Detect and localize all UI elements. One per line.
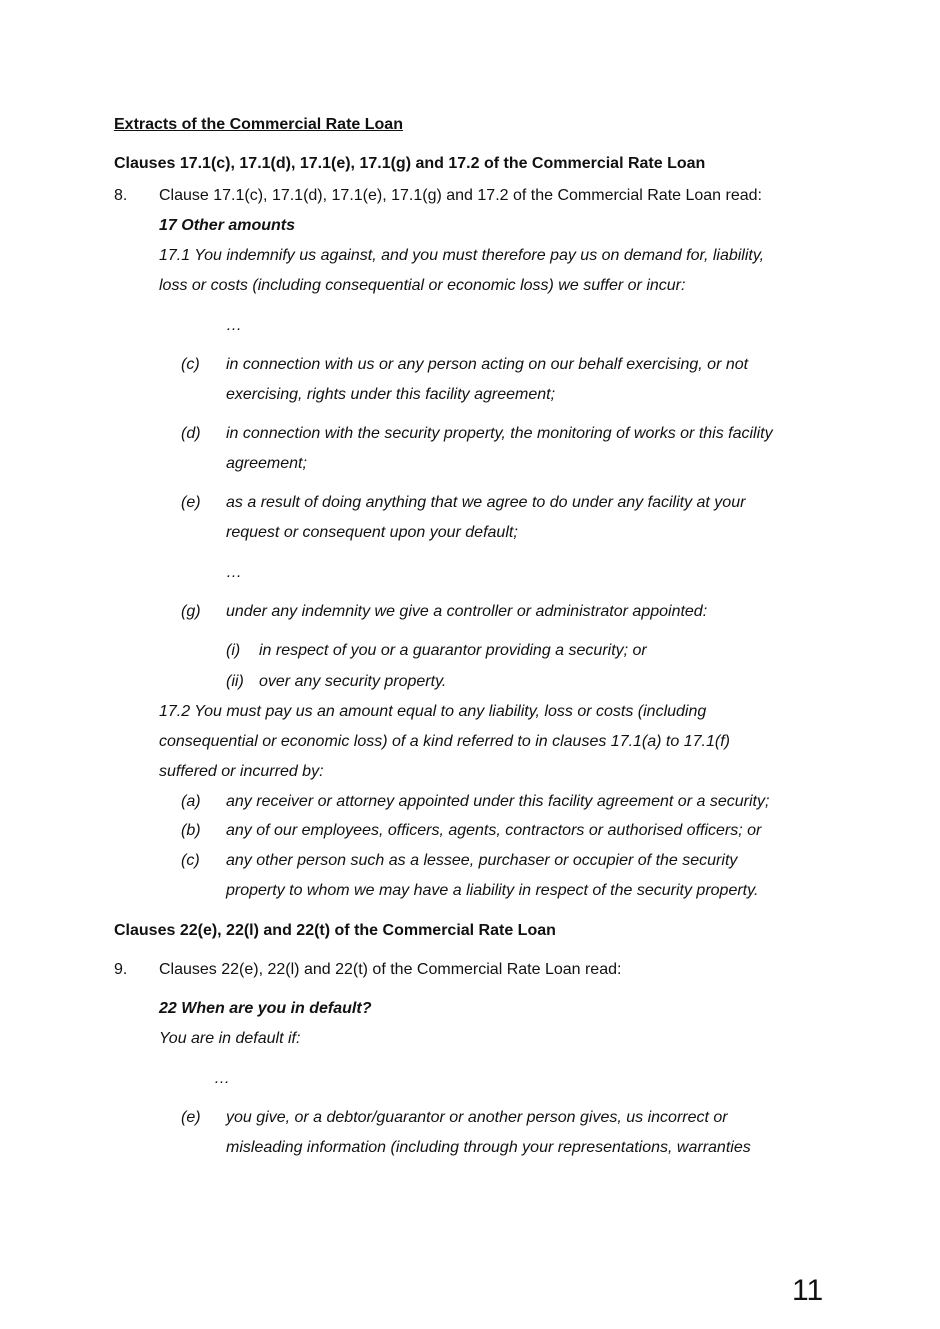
ellipsis: … [214, 1070, 230, 1087]
item-d-line1: in connection with the security property, the monitoring of works or this facility [226, 425, 773, 442]
clause-17-2-line1: 17.2 You must pay us an amount equal to any liability, loss or costs (including [159, 703, 707, 720]
item-e-line2: request or consequent upon your default; [226, 524, 518, 541]
item-label-d: (d) [181, 425, 201, 442]
item-label-c: (c) [181, 356, 200, 373]
item-label-a: (a) [181, 793, 201, 810]
item-g-line1: under any indemnity we give a controller or administrator appointed: [226, 603, 708, 620]
item-e-line1: as a result of doing anything that we agree to do under any facility at your [226, 494, 746, 511]
heading-clauses-17: Clauses 17.1(c), 17.1(d), 17.1(e), 17.1(g) and 17.2 of the Commercial Rate Loan [114, 155, 706, 172]
subitem-i-text: in respect of you or a guarantor providing a security; or [259, 642, 647, 659]
clause-17-2-line2: consequential or economic loss) of a kind referred to in clauses 17.1(a) to 17.1(f) [159, 733, 730, 750]
paragraph-9-text: Clauses 22(e), 22(l) and 22(t) of the Commercial Rate Loan read: [159, 961, 622, 978]
item-label-e: (e) [181, 1109, 201, 1126]
ellipsis: … [226, 564, 242, 581]
item-c2-line1: any other person such as a lessee, purchaser or occupier of the security [226, 852, 738, 869]
page-number: 11 [792, 1274, 824, 1307]
subitem-ii-text: over any security property. [259, 673, 447, 690]
subitem-label-ii: (ii) [226, 673, 244, 690]
item-label-g: (g) [181, 603, 201, 620]
clause-22-intro: You are in default if: [159, 1030, 301, 1047]
heading-clauses-22: Clauses 22(e), 22(l) and 22(t) of the Commercial Rate Loan [114, 922, 556, 939]
clause-17-2-line3: suffered or incurred by: [159, 763, 324, 780]
clause-17-heading: 17 Other amounts [159, 217, 296, 234]
subitem-label-i: (i) [226, 642, 241, 659]
paragraph-number-9: 9. [114, 961, 128, 978]
item-c-line1: in connection with us or any person acting on our behalf exercising, or not [226, 356, 749, 373]
clause-17-1-intro-line2: loss or costs (including consequential or economic loss) we suffer or incur: [159, 277, 686, 294]
item-c-line2: exercising, rights under this facility agreement; [226, 386, 556, 403]
item-22e-line1: you give, or a debtor/guarantor or another person gives, us incorrect or [226, 1109, 728, 1126]
item-c2-line2: property to whom we may have a liability in respect of the security property. [226, 882, 759, 899]
section-title: Extracts of the Commercial Rate Loan [114, 116, 403, 133]
item-d-line2: agreement; [226, 455, 307, 472]
ellipsis: … [226, 317, 242, 334]
paragraph-8-text: Clause 17.1(c), 17.1(d), 17.1(e), 17.1(g) and 17.2 of the Commercial Rate Loan read: [159, 187, 762, 204]
item-a-text: any receiver or attorney appointed under this facility agreement or a security; [226, 793, 770, 810]
item-label-c: (c) [181, 852, 200, 869]
item-label-e: (e) [181, 494, 201, 511]
clause-22-heading: 22 When are you in default? [159, 1000, 372, 1017]
clause-17-1-intro-line1: 17.1 You indemnify us against, and you must therefore pay us on demand for, liability, [159, 247, 765, 264]
paragraph-number-8: 8. [114, 187, 128, 204]
item-label-b: (b) [181, 822, 201, 839]
item-22e-line2: misleading information (including through your representations, warranties [226, 1139, 751, 1156]
item-b-text: any of our employees, officers, agents, contractors or authorised officers; or [226, 822, 762, 839]
